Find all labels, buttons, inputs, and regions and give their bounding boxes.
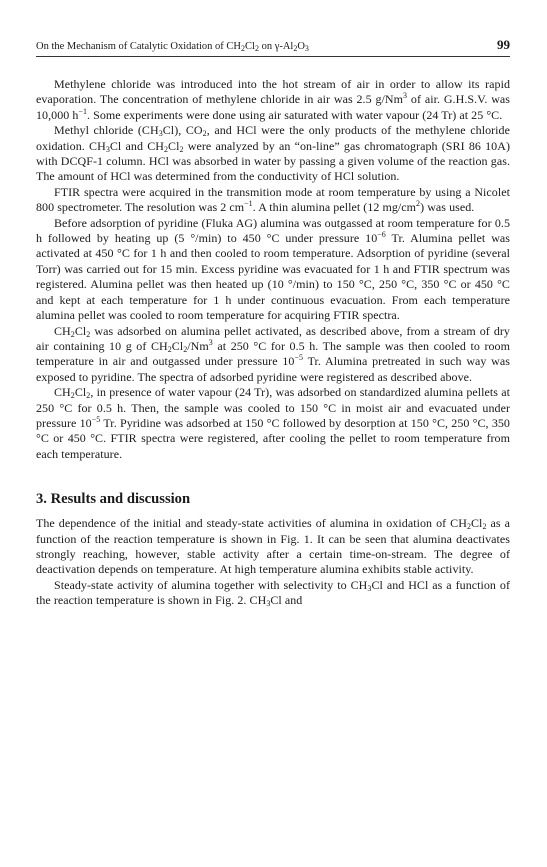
page	[36, 38, 510, 609]
body-text	[36, 77, 510, 609]
page-number: 99	[497, 37, 510, 52]
paragraph: Methyl chloride $(CH_3Cl)$, $CO_2$, and HCl were the only products of the methylene chloride oxidation. $CH_3Cl$ and $CH_2Cl_2$ were analyzed by an “on-line” gas chromatograph (SRI 86 10A) with DCQF-1 column. HCl was absorbed in water by passing a given volume of the reaction gas. The amount of HCl was determined from the conductivity of HCl solution.	[36, 123, 510, 184]
paragraph: Before adsorption of pyridine (Fluka AG) alumina was outgassed at room temperature for 0.5 h followed by heating up (5 °/min) to 450 °C under pressure $10^{-6}$ Tr. Alumina pellet was activated at 450 °C for 1 h and then cooled to room temperature. Adsorption of pyridine (several Torr) was carried out for 15 min. Excess pyridine was evacuated for 1 h and FTIR spectrum was registered. Alumina pellet was then heated up (10 °/min) to 150 °C, 250 °C, 350 °C or 450 °C and kept at each temperature for 1 h under continuous evacuation. From each temperature alumina pellet was cooled to room temperature for acquiring FTIR spectra.	[36, 215, 511, 323]
paragraph: $CH_2Cl_2$, in presence of water vapour (24 Tr), was adsorbed on standardized alumina pellets at 250 °C for 0.5 h. Then, the sample was cooled to 150 °C in moist air and evacuated under pressure $10^{-5}$ Tr. Pyridine was adsorbed at 150 °C followed by desorption at 150 °C, 250 °C, 350 °C or 450 °C. FTIR spectra were registered, after cooling the pellet to room temperature from each temperature.	[36, 385, 510, 461]
paragraph: Methylene chloride was introduced into the hot stream of air in order to allow its rapid evaporation. The concentration of methylene chloride in air was 2.5 g/Nm$^3$ of air. G.H.S.V. was 10,000 $h^{-1}$. Some experiments were done using air saturated with water vapour (24 Tr) at 25 °C.	[36, 77, 511, 122]
paragraph: Steady-state activity of alumina together with selectivity to $CH_3Cl$ and HCl as a function of the reaction temperature is shown in Fig. 2. $CH_3Cl$ and	[36, 577, 510, 609]
paragraph: $CH_2Cl_2$ was adsorbed on alumina pellet activated, as described above, from a stream of dry air containing 10 g of $CH_2Cl_2/Nm^3$ at 250 °C for 0.5 h. The sample was then cooled to room temperature in air and outgassed under pressure $10^{-5}$ Tr. Alumina pretreated in such way was exposed to pyridine. The spectra of adsorbed pyridine were registered as described above.	[36, 323, 510, 384]
section-heading: 3. Results and discussion	[36, 491, 191, 508]
running-head	[36, 38, 510, 57]
paragraph: The dependence of the initial and steady-state activities of alumina in oxidation of $CH_2Cl_2$ as a function of the reaction temperature is shown in Fig. 1. It can be seen that alumina deactivates strongly reaching, however, stable activity after a certain time-on-stream. The degree of deactivation depends on temperature. At high temperature alumina exhibits stable activity.	[36, 516, 510, 577]
paragraph: FTIR spectra were acquired in the transmition mode at room temperature by using a Nicolet 800 spectrometer. The resolution was 2 $cm^{-1}$. A thin alumina pellet (12 $mg/cm^2$) was used.	[36, 184, 510, 215]
running-head-title: On the Mechanism of Catalytic Oxidation of $CH_2Cl_2$ on $\gamma-Al_2O_3$	[36, 41, 309, 53]
